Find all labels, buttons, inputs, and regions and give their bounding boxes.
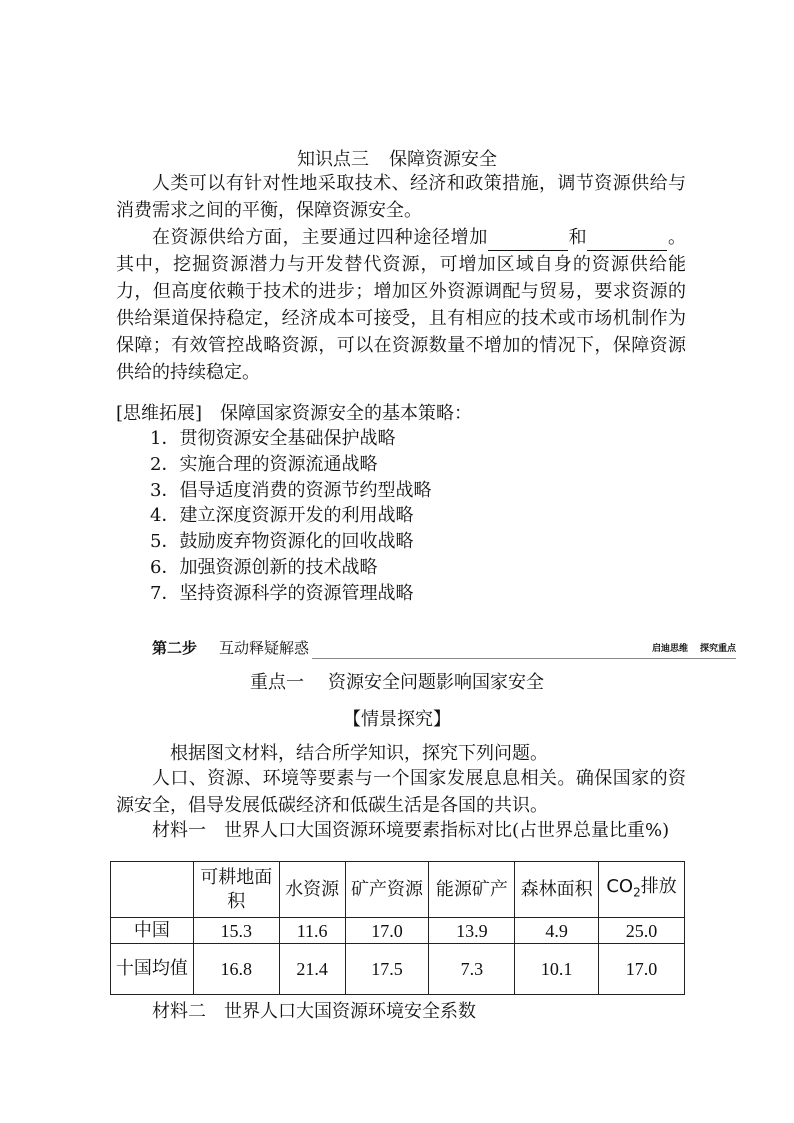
scenario-subtitle: 【情景探究】 [343,709,451,730]
step-heading: 互动释疑解惑 [219,639,310,657]
strategy-item: 4．建立深度资源开发的利用战略 [150,505,414,526]
task-intro: 根据图文材料，结合所学知识，探究下列问题。 [170,743,548,764]
table-header-row [111,862,685,918]
strategy-item: 5．鼓励废弃物资源化的回收战略 [150,531,414,552]
strategy-item: 3．倡导适度消费的资源节约型战略 [150,480,432,501]
table-cell: 10.1 [515,944,599,995]
strategy-item: 7．坚持资源科学的资源管理战略 [150,583,414,604]
table-cell: 13.9 [429,918,515,944]
step-label: 第二步 [152,639,198,657]
material-one-caption: 材料一 世界人口大国资源环境要素指标对比(占世界总量比重%) [152,820,670,841]
focus-heading: 资源安全问题影响国家安全 [328,672,544,693]
table-header-cell [111,862,194,918]
table-cell: 十国均值 [111,944,194,995]
table-cell: 中国 [111,918,194,944]
table-header-cell: $CO_2$排放 [599,862,685,918]
step-tags: 启迪思维 探究重点 [651,644,736,654]
strategy-item: 2．实施合理的资源流通战略 [150,454,378,475]
paragraph-supply: 在资源供给方面，主要通过四种途径增加 和 。其中，挖掘资源潜力与开发替代资源，可增加区域自身的资源供给能力，但高度依赖于技术的进步；增加区外资源调配与贸易，要求资源的供给渠道保持稳定，经济成本可接受，且有相应的技术或市场机制作为保障；有效管控战略资源，可以在资源数量不增加的情况下，保障资源供给的持续稳定。 [116,227,687,383]
resource-comparison-table [110,861,685,995]
table-cell: 21.4 [279,944,345,995]
paragraph-intro: 人类可以有针对性地采取技术、经济和政策措施，调节资源供给与消费需求之间的平衡，保障资源安全。 [116,173,686,221]
table-cell: 4.9 [515,918,599,944]
step-header [152,637,736,659]
table-cell: 17.0 [345,918,429,944]
strategy-item: 6．加强资源创新的技术战略 [150,557,378,578]
table-cell: 25.0 [599,918,685,944]
step-title [152,637,309,658]
table-cell: 11.6 [279,918,345,944]
table-header-cell: 能源矿产 [429,862,515,918]
table-cell: 7.3 [429,944,515,995]
fill-blank-2[interactable] [587,232,667,251]
extension-heading: [思维拓展] 保障国家资源安全的基本策略： [116,403,473,424]
table-header-cell: 森林面积 [515,862,599,918]
table-cell: 16.8 [193,944,279,995]
focus-number: 重点一 [250,672,304,693]
section-title [0,145,794,171]
table-row [111,944,685,995]
strategy-item: 1．贯彻资源安全基础保护战略 [150,428,396,449]
table-cell: 15.3 [193,918,279,944]
table-header-cell: 矿产资源 [345,862,429,918]
table-row [111,918,685,944]
focus-title [0,668,794,694]
section-heading: 保障资源安全 [389,149,497,170]
table-header-cell: 水资源 [279,862,345,918]
material-two-caption: 材料二 世界人口大国资源环境安全系数 [152,1001,476,1022]
table-cell: 17.0 [599,944,685,995]
table-cell: 17.5 [345,944,429,995]
table-header-cell: 可耕地面积 [193,862,279,918]
section-number: 知识点三 [297,149,369,170]
fill-blank-1[interactable] [488,232,568,251]
context-paragraph: 人口、资源、环境等要素与一个国家发展息息相关。确保国家的资源安全，倡导发展低碳经济和低碳生活是各国的共识。 [116,768,686,816]
step-divider [312,658,736,659]
